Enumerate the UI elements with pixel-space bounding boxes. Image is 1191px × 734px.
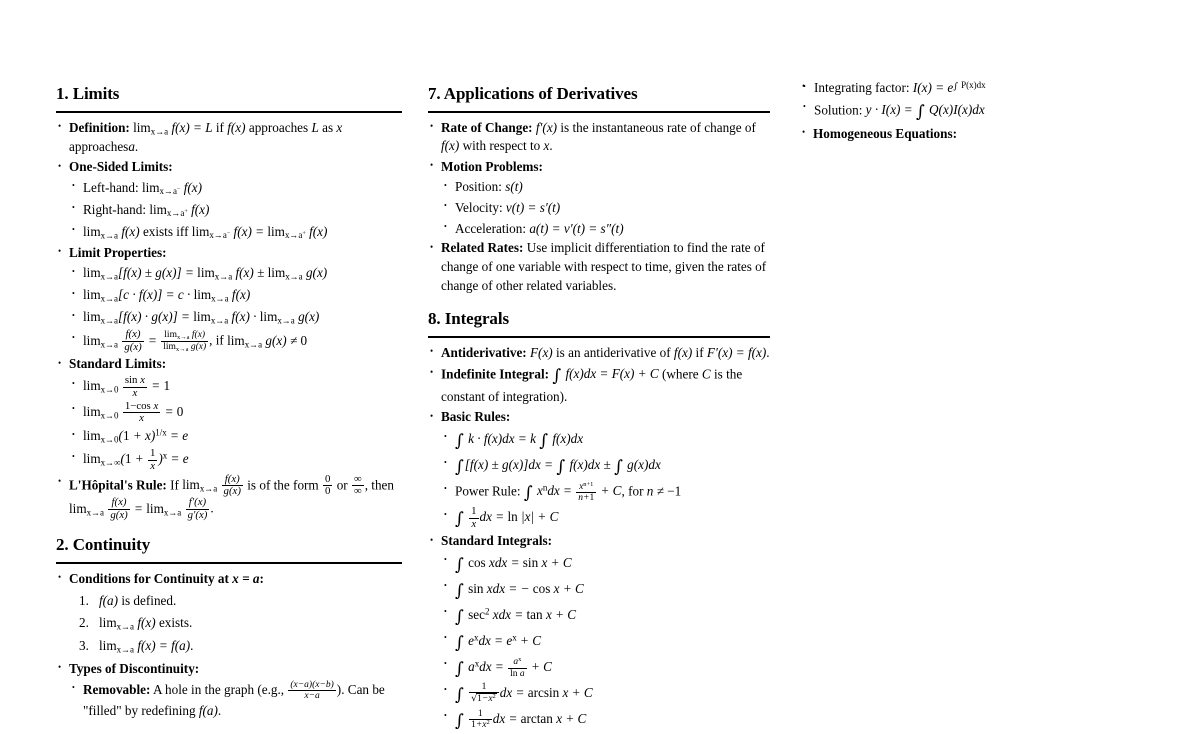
math-removable-example: $\frac{(x-a)(x-b)}{x-a}$: [290, 680, 334, 702]
indefinite-label: Indefinite Integral:: [441, 366, 550, 382]
section-rule-integrals: [428, 336, 770, 338]
list-item-product-rule: [69, 307, 402, 328]
math-fx-anti: f(x): [673, 344, 693, 360]
definition-text-2: approaches: [248, 119, 309, 135]
limit-properties-sublist: [69, 263, 402, 353]
math-integral-cos: ∫ cos xdx = sin x + C: [455, 553, 572, 574]
math-inf-over-inf: $\frac{\infty}{\infty}$: [353, 472, 362, 497]
math-e-limit-zero: $\lim_{x\to 0}(1 + x)^{1/x} = e$: [83, 427, 189, 445]
list-item-basic-rules: [428, 408, 770, 530]
math-integral-exponential: ∫ $e^xdx = e^x + C$: [455, 631, 542, 652]
indefinite-text-1: (where: [661, 366, 699, 382]
list-item-standard-limits: [56, 355, 402, 472]
rate-of-change-label: Rate of Change:: [441, 119, 533, 135]
power-rule-label: Power Rule:: [455, 483, 521, 499]
acceleration-label: Acceleration:: [455, 220, 527, 236]
motion-sublist: [441, 177, 770, 237]
math-indefinite-integral: ∫ f(x)dx = F(x) + C: [552, 365, 659, 386]
math-a: a: [128, 138, 135, 154]
motion-label: Motion Problems:: [441, 158, 543, 174]
math-sum-difference-rule: ∫[f(x) ± g(x)]dx = ∫ f(x)dx ± ∫ g(x)dx: [455, 456, 661, 477]
math-e-limit-infinity: $\lim_{x\to\infty}(1$ + $\frac{1}{x}$ )$^x$ = e: [83, 447, 189, 472]
list-item-related-rates: [428, 239, 770, 295]
section-rule-continuity: [56, 562, 402, 564]
discontinuity-sublist: [69, 680, 402, 721]
related-rates-text: Use implicit differentiation to find the rate of change of one variable with respect to time, given the rates of change of other related variables.: [441, 240, 767, 293]
list-item-sinx-over-x: [69, 375, 402, 399]
list-item-types-discontinuity: [56, 660, 402, 720]
list-item-e-limit-zero: [69, 426, 402, 447]
solution-label: Solution:: [814, 101, 863, 117]
math-x: x: [336, 119, 343, 135]
standard-limits-label: Standard Limits:: [69, 356, 167, 372]
math-limit-constant-rule: $\lim_{x\to a}[c \cdot f(x)] = c \cdot \lim_{x\to a} f(x)$: [83, 287, 251, 304]
list-item-condition-1: [69, 591, 402, 610]
list-item-one-minus-cos: [69, 401, 402, 425]
section-title-integrals: 8. Integrals: [428, 309, 509, 329]
list-item-standard-integrals: [428, 532, 770, 732]
section-title-applications: 7. Applications of Derivatives: [428, 84, 638, 103]
conditions-label-suffix: :: [259, 570, 264, 586]
homogeneous-label: Homogeneous Equations:: [813, 125, 957, 141]
math-iff-equality: $\lim_{x\to a^-} f(x) = \lim_{x\to a^+} f(x)$: [191, 223, 328, 241]
math-zero-over-zero: $\frac{0}{0}$: [324, 472, 331, 497]
math-integral-arctan: ∫ $\frac{1}{1+x^2}$ dx = arctan x + C: [455, 709, 587, 731]
list-item-indefinite-integral: [428, 364, 770, 407]
conditions-label: Conditions for Continuity at: [69, 570, 229, 586]
limits-list: [56, 119, 402, 522]
antiderivative-text-2: if: [695, 344, 704, 360]
math-limit-quotient-rule: $\lim_{x\to a}$ $\frac{f(x)}{g(x)}$ = $\frac{\lim_{x\to a} f(x)}{\lim_{x\to a} g(x)}$: [83, 328, 207, 354]
list-item-removable: • Removable: A hole in the graph (e.g., $\frac{(x-a)(x-b)}{x-a}$ ). Can be "filled" by redefining f(a).: [69, 680, 402, 721]
list-item-lhopital: • L'Hôpital's Rule: If $\lim_{x\to a}$ $\frac{f(x)}{g(x)}$ is of the form $\frac{0}{0}$ or $\frac{\infty}{\infty}$ , then $\lim_{x\to a}$ $\frac{f(x)}{g(x)}$ = $\lim_{x\to a}$ $\frac{f'(x)}{g'(x)}$ .: [56, 474, 402, 522]
math-integral-sin: ∫ sin xdx = − cos x + C: [455, 579, 584, 600]
list-item-quotient-rule: [69, 329, 402, 353]
math-velocity: v(t) = s′(t): [505, 199, 561, 215]
power-rule-condition: , for: [621, 483, 644, 499]
removable-text-1: A hole in the graph (e.g.,: [152, 681, 285, 697]
math-capital-F: F(x): [530, 344, 553, 360]
math-lhopital-quotient: $\lim_{x\to a}$ $\frac{f(x)}{g(x)}$: [182, 472, 241, 497]
list-item-sum-rule: [69, 263, 402, 284]
lhopital-text-3: or: [336, 476, 348, 492]
continuity-list: [56, 570, 402, 720]
list-item-linear-subgroup: [800, 78, 1100, 123]
definition-text-1: if: [215, 119, 224, 135]
math-sinx-over-x: $\lim_{x\to 0}$ $\frac{\text{sin x}}{x}$ = 1: [83, 374, 171, 399]
list-item-conditions: [56, 570, 402, 657]
math-limit-product-rule: $\lim_{x\to a}[f(x) \cdot g(x)] = \lim_{x\to a} f(x) \cdot \lim_{x\to a} g(x)$: [83, 309, 320, 326]
list-item-exists-iff: [69, 222, 402, 243]
removable-label: Removable:: [83, 681, 151, 697]
section-title-limits: 1. Limits: [56, 84, 120, 103]
list-item-constant-rule: [69, 285, 402, 306]
section-title-continuity: 2. Continuity: [56, 535, 151, 555]
math-fx: f(x): [227, 119, 246, 135]
right-hand-label: Right-hand:: [83, 201, 147, 217]
math-fa-redefine: f(a): [198, 703, 218, 719]
math-C: C: [701, 366, 711, 382]
basic-rules-label: Basic Rules:: [441, 409, 511, 425]
velocity-label: Velocity:: [455, 199, 503, 215]
position-label: Position:: [455, 179, 502, 195]
list-item-acceleration: [441, 219, 770, 238]
math-x-rate: x: [543, 138, 550, 154]
list-item-integral-sin: [441, 578, 770, 602]
removable-text-2: ). Can be "filled" by redefining: [83, 681, 385, 719]
math-integral-a-power-x: ∫ $a^xdx$ = $\frac{a^x}{\text{ln a}}$ + C: [455, 656, 552, 679]
list-item-velocity: [441, 198, 770, 217]
rate-of-change-text-1: is the instantaneous rate of change of: [560, 119, 756, 135]
linear-equations-sublist: [800, 78, 1100, 123]
math-F-prime-equals-f: F′(x) = f(x): [706, 344, 767, 360]
definition-label: Definition:: [69, 119, 130, 135]
list-item-integral-a-power: [441, 656, 770, 680]
antiderivative-text-1: is an antiderivative of: [556, 344, 671, 360]
section-rule-limits: [56, 111, 402, 113]
math-power-rule: ∫ $x^ndx$ = $\frac{x^{n+1}}{n+1}$ + C: [523, 480, 622, 503]
standard-integrals-label: Standard Integrals:: [441, 533, 553, 549]
list-item-condition-2: [69, 613, 402, 634]
list-item-position: [441, 177, 770, 196]
limit-properties-label: Limit Properties:: [69, 244, 167, 260]
definition-text-3: as: [322, 119, 334, 135]
math-acceleration: a(t) = v′(t) = s″(t): [529, 220, 624, 236]
integrating-factor-label: Integrating factor:: [814, 80, 910, 95]
math-power-rule-condition: n ≠ −1: [646, 483, 682, 499]
one-sided-sublist: [69, 178, 402, 243]
column-limits-continuity: [56, 0, 402, 722]
list-item-e-limit-infinity: [69, 448, 402, 472]
math-fa: f(a): [99, 592, 119, 608]
list-item-limit-properties: [56, 244, 402, 354]
list-item-one-sided: [56, 158, 402, 242]
list-item-rate-of-change: • Rate of Change: f′(x) is the instantaneous rate of change of f(x) with respect to x.: [428, 119, 770, 156]
lhopital-label: L'Hôpital's Rule:: [69, 476, 167, 492]
math-f-prime-x: f′(x): [535, 119, 558, 135]
list-item-integral-arcsin: [441, 682, 770, 706]
list-item-condition-3: $\lim_{x\to a} f(x) = f(a)$.: [99, 638, 194, 655]
basic-rules-sublist: [441, 428, 770, 530]
list-item-log-rule: [441, 506, 770, 530]
applications-list: [428, 119, 770, 296]
indefinite-text-2: is the constant of integration).: [441, 366, 743, 405]
list-item-homogeneous: [800, 125, 1100, 144]
lhopital-text-2: is of the form: [247, 476, 319, 492]
math-left-hand-limit: $\lim_{x\to a^-} f(x)$: [141, 179, 203, 197]
antiderivative-label: Antiderivative:: [441, 344, 527, 360]
types-label: Types of Discontinuity:: [69, 660, 200, 676]
list-item-solution: [800, 99, 1100, 123]
quotient-condition: , if: [209, 332, 224, 348]
standard-limits-sublist: [69, 375, 402, 472]
math-fx-rate: f(x): [441, 138, 460, 154]
math-log-rule: ∫ $\frac{1}{x}$ dx = ln |x| + C: [455, 505, 559, 530]
section-continuity: [56, 535, 402, 720]
list-item-definition: • Definition: $\lim_{x\to a} f(x) = L$ if f(x) approaches L as x approachesa.: [56, 119, 402, 157]
list-item-integral-exp: [441, 630, 770, 654]
math-limit-fx: $\lim_{x\to a} f(x)$: [99, 614, 156, 632]
section-limits: [56, 84, 402, 521]
list-item-integral-sec2: [441, 604, 770, 628]
standard-integrals-sublist: [441, 552, 770, 732]
integrals-list: [428, 344, 770, 732]
math-position: s(t): [505, 179, 523, 195]
condition-2-text: exists.: [158, 614, 193, 630]
math-integral-sec-squared: ∫ $\sec^2$ xdx = tan x + C: [455, 605, 577, 626]
rate-of-change-text-2: with respect to: [462, 138, 541, 154]
math-quotient-condition: $\lim_{x\to a} g(x) \ne 0$: [227, 332, 308, 350]
section-integrals: [428, 309, 770, 732]
list-item-motion-problems: [428, 158, 770, 238]
list-item-power-rule: [441, 480, 770, 504]
math-integral-arcsin: ∫ $\frac{1}{√1-x^2}$ dx = arcsin x + C: [455, 682, 593, 705]
math-x-equals-a: x = a: [232, 570, 260, 586]
math-lhopital-result: $\lim_{x\to a}$ $\frac{f(x)}{g(x)}$ = $\lim_{x\to a}$ $\frac{f'(x)}{g'(x)}$: [69, 496, 208, 521]
left-hand-label: Left-hand:: [83, 179, 139, 195]
list-item-integral-arctan: [441, 708, 770, 732]
math-limit-equals-fa: $\lim_{x\to a} f(x) = f(a)$: [99, 638, 191, 655]
math-integrating-factor: $I(x) = e^{\int P(x)dx}$: [912, 79, 986, 95]
lhopital-text-1: If: [170, 476, 179, 492]
exists-iff-text: exists iff: [142, 223, 189, 239]
math-limit-exists: $\lim_{x\to a} f(x)$: [83, 223, 140, 241]
math-right-hand-limit: $\lim_{x\to a^+} f(x)$: [149, 201, 210, 219]
math-one-minus-cos-over-x: $\lim_{x\to 0}$ $\frac{\text{1−cos x}}{x}$ = 0: [83, 399, 184, 425]
math-limit-sum-rule: $\lim_{x\to a}[f(x) \pm g(x)] = \lim_{x\to a} f(x) \pm \lim_{x\to a} g(x)$: [83, 265, 328, 282]
math-L: L: [311, 119, 319, 135]
related-rates-label: Related Rates:: [441, 240, 524, 256]
list-item-constant-multiple: [441, 428, 770, 452]
section-rule-applications: [428, 111, 770, 113]
math-limit-definition: $\lim_{x\to a} f(x) = L$: [133, 119, 213, 137]
lhopital-text-4: , then: [364, 476, 395, 492]
list-item-left-hand: [69, 178, 402, 199]
differential-equations-list: [800, 78, 1100, 143]
section-applications-derivatives: [428, 84, 770, 295]
continuity-conditions-list: [69, 591, 402, 657]
math-solution: y · I(x) = ∫ Q(x)I(x)dx: [865, 100, 985, 121]
column-differential-equations: [800, 0, 1100, 145]
list-item-antiderivative: • Antiderivative: F(x) is an antiderivative of f(x) if F′(x) = f(x).: [428, 344, 770, 363]
list-item-sum-difference: [441, 454, 770, 478]
definition-text-4: approaches: [69, 138, 129, 154]
math-constant-multiple-rule: ∫ k · f(x)dx = k ∫ f(x)dx: [455, 430, 584, 451]
condition-1-text: is defined.: [121, 592, 177, 608]
one-sided-label: One-Sided Limits:: [69, 159, 173, 175]
list-item-right-hand: [69, 200, 402, 221]
column-derivatives-integrals: [428, 0, 770, 734]
list-item-integral-cos: [441, 552, 770, 576]
list-item-integrating-factor: [800, 78, 1100, 97]
